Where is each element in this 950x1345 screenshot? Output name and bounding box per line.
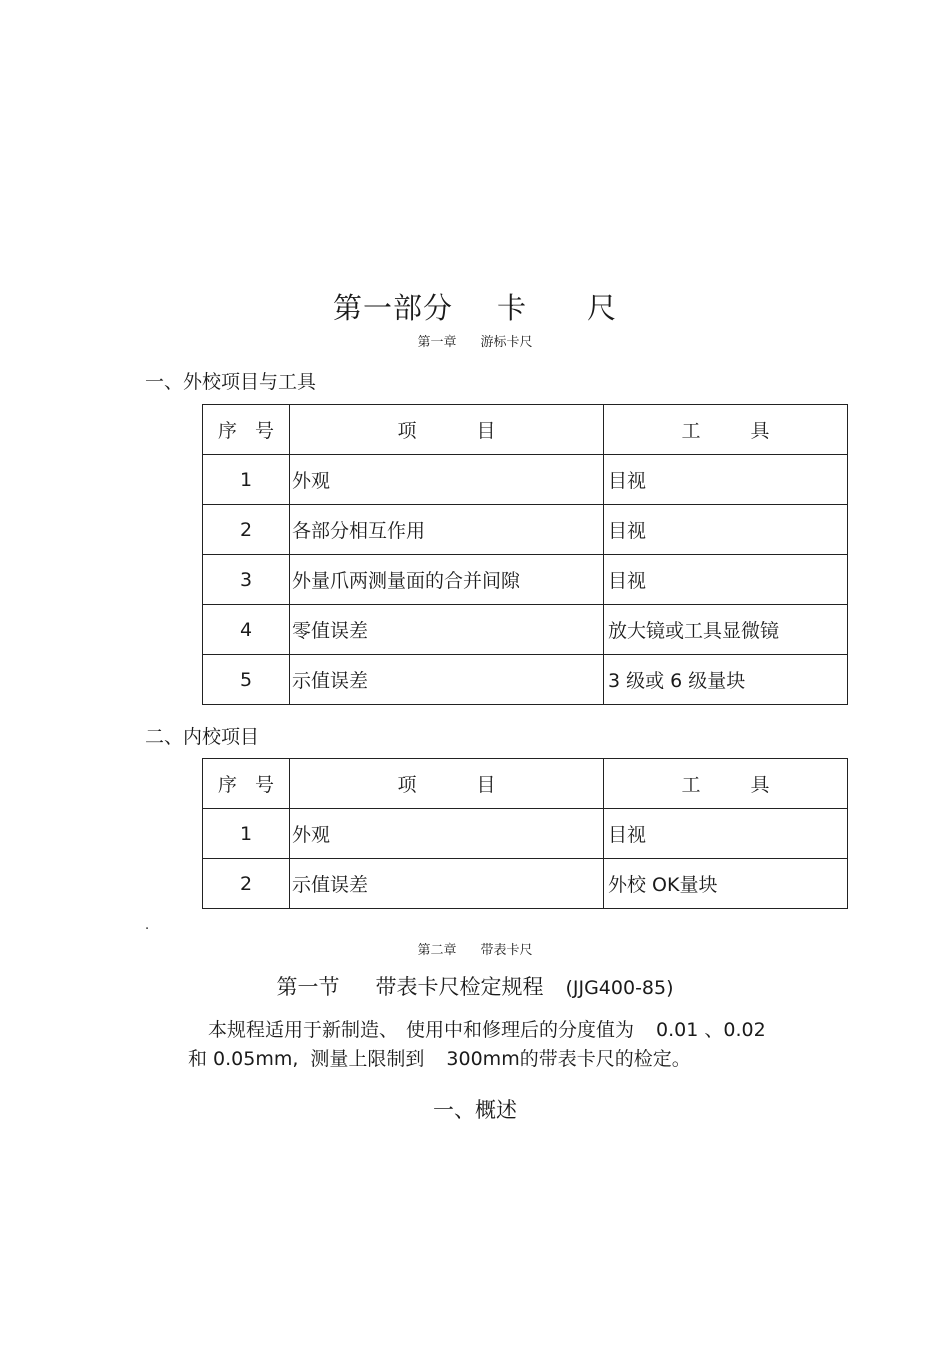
table-row xyxy=(203,555,848,605)
paragraph-segment: 和 0.05mm, xyxy=(188,1048,299,1070)
header-item: 项 目 xyxy=(290,405,604,455)
paragraph-line-2 xyxy=(188,1044,691,1071)
section-title-name: 带表卡尺检定规程 xyxy=(375,975,544,999)
cell-tool: 目视 xyxy=(604,455,848,505)
part-title-label: 第一部分 xyxy=(332,291,453,325)
paragraph-segment: 本规程适用于新制造、 xyxy=(208,1019,399,1041)
cell-item: 外观 xyxy=(290,809,604,859)
paragraph-segment: 使用中和修理后的分度值为 xyxy=(406,1019,635,1041)
section-title-code: (JJG400-85) xyxy=(565,977,674,999)
cell-tool: 放大镜或工具显微镜 xyxy=(604,605,848,655)
overview-heading: 一、概述 xyxy=(433,1098,517,1122)
cell-tool: 目视 xyxy=(604,809,848,859)
table-row xyxy=(203,859,848,909)
cell-item: 外观 xyxy=(290,455,604,505)
cell-no: 1 xyxy=(203,809,290,859)
external-calibration-table xyxy=(202,404,848,705)
part-title xyxy=(0,286,950,327)
header-serial: 序 号 xyxy=(203,405,290,455)
cell-no: 1 xyxy=(203,455,290,505)
chapter-1-name: 游标卡尺 xyxy=(480,335,533,350)
table-row xyxy=(203,605,848,655)
paragraph-segment: 测量上限制到 xyxy=(310,1048,425,1070)
paragraph-line-1 xyxy=(208,1015,766,1042)
header-item: 项 目 xyxy=(290,759,604,809)
paragraph-segment: 300mm的带表卡尺的检定。 xyxy=(446,1048,691,1070)
header-serial: 序 号 xyxy=(203,759,290,809)
table-row xyxy=(203,505,848,555)
header-tool: 工 具 xyxy=(604,405,848,455)
chapter-2-heading xyxy=(0,939,950,958)
part-title-word-2: 尺 xyxy=(587,291,618,325)
cell-tool: 目视 xyxy=(604,505,848,555)
table-row xyxy=(203,455,848,505)
cell-item: 零值误差 xyxy=(290,605,604,655)
section-title-number: 第一节 xyxy=(276,975,340,999)
cell-tool: 3 级或 6 级量块 xyxy=(604,655,848,705)
cell-no: 3 xyxy=(203,555,290,605)
cell-tool: 目视 xyxy=(604,555,848,605)
internal-calibration-table xyxy=(202,758,848,909)
table-row xyxy=(203,655,848,705)
chapter-2-name: 带表卡尺 xyxy=(480,943,533,958)
cell-item: 各部分相互作用 xyxy=(290,505,604,555)
chapter-1-heading xyxy=(0,331,950,350)
section-2-heading: 二、内校项目 xyxy=(145,726,260,748)
cell-no: 2 xyxy=(203,505,290,555)
cell-item: 示值误差 xyxy=(290,859,604,909)
header-tool: 工 具 xyxy=(604,759,848,809)
chapter-1-number: 第一章 xyxy=(417,335,457,350)
stray-dot: . xyxy=(145,918,150,933)
chapter-2-number: 第二章 xyxy=(417,943,457,958)
table-row xyxy=(203,809,848,859)
cell-no: 4 xyxy=(203,605,290,655)
cell-no: 2 xyxy=(203,859,290,909)
table-header-row xyxy=(203,759,848,809)
cell-no: 5 xyxy=(203,655,290,705)
section-1-heading: 一、外校项目与工具 xyxy=(145,371,317,393)
cell-tool: 外校 OK量块 xyxy=(604,859,848,909)
part-title-word-1: 卡 xyxy=(496,291,527,325)
table-header-row xyxy=(203,405,848,455)
cell-item: 示值误差 xyxy=(290,655,604,705)
cell-item: 外量爪两测量面的合并间隙 xyxy=(290,555,604,605)
section-title xyxy=(0,971,950,1001)
paragraph-segment: 0.01 、0.02 xyxy=(656,1019,766,1041)
